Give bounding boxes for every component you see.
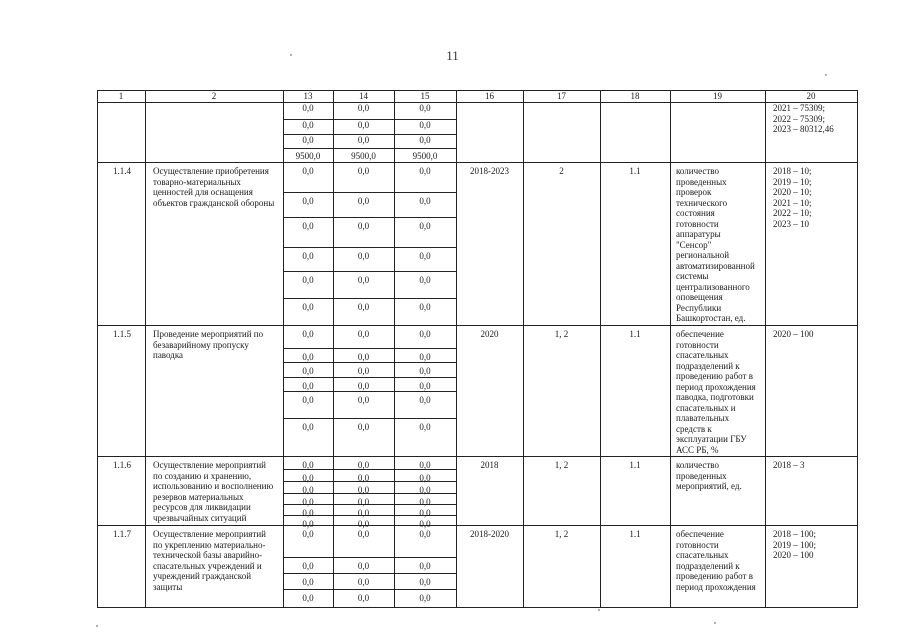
value-cell: 0,0 — [357, 251, 370, 261]
task-number: 1, 2 — [554, 529, 569, 539]
value-cell: 0,0 — [302, 473, 314, 483]
value-cell: 0,0 — [419, 120, 431, 130]
column-header: 14 — [359, 91, 368, 101]
scan-speck — [290, 54, 292, 56]
value-cell: 0,0 — [302, 329, 314, 339]
scan-speck — [96, 625, 98, 627]
column-header: 15 — [420, 91, 430, 101]
value-cell: 0,0 — [357, 593, 370, 603]
value-cell: 0,0 — [302, 395, 314, 405]
indicator-code: 1.1 — [629, 329, 641, 339]
target-values: 2018 – 10; 2019 – 10; 2020 – 10; 2021 – 10; 2022 – 10; 2023 – 10 — [773, 166, 812, 229]
sub-row-rule — [283, 148, 457, 149]
value-cell: 0,0 — [302, 103, 314, 113]
value-cell: 0,0 — [419, 251, 431, 261]
value-cell: 0,0 — [357, 497, 370, 507]
value-cell: 0,0 — [357, 103, 370, 113]
value-cell: 0,0 — [302, 577, 314, 587]
sub-row-rule — [283, 217, 457, 218]
value-cell: 0,0 — [302, 275, 314, 285]
value-cell: 0,0 — [357, 275, 370, 285]
value-cell: 0,0 — [357, 221, 370, 231]
value-cell: 0,0 — [302, 529, 314, 539]
value-cell: 0,0 — [419, 166, 431, 176]
value-cell: 0,0 — [302, 196, 314, 206]
indicator-code: 1.1 — [629, 460, 641, 470]
value-cell: 0,0 — [302, 460, 314, 470]
column-header: 16 — [485, 91, 494, 101]
indicator-code: 1.1 — [629, 166, 641, 176]
sub-row-rule — [283, 247, 457, 248]
item-code: 1.1.6 — [113, 460, 131, 470]
column-rule — [765, 90, 766, 607]
sub-row-rule — [283, 589, 457, 590]
value-cell: 0,0 — [302, 497, 314, 507]
indicator-code: 1.1 — [629, 529, 641, 539]
value-cell: 0,0 — [357, 561, 370, 571]
value-cell: 9500,0 — [351, 151, 376, 161]
value-cell: 0,0 — [302, 221, 314, 231]
value-cell: 0,0 — [357, 529, 370, 539]
value-cell: 0,0 — [419, 103, 431, 113]
value-cell: 0,0 — [419, 135, 431, 145]
value-cell: 0,0 — [357, 366, 370, 376]
indicator-description: количество проведенных проверок технического состояния готовности аппаратуры "Сенсор" региональной автоматизированной системы централизованного оповещения Республики Башкортостан, ед. — [676, 166, 755, 323]
value-cell: 0,0 — [357, 577, 370, 587]
execution-period: 2018-2023 — [470, 166, 509, 176]
item-code: 1.1.4 — [113, 166, 131, 176]
value-cell: 0,0 — [419, 329, 431, 339]
value-cell: 0,0 — [419, 593, 431, 603]
value-cell: 0,0 — [302, 381, 314, 391]
execution-period: 2020 — [480, 329, 499, 339]
value-cell: 0,0 — [419, 366, 431, 376]
column-rule — [857, 90, 858, 607]
indicator-description: обеспечение готовности спасательных подразделений к проведению работ в период прохождения — [676, 529, 756, 592]
row-rule — [97, 325, 858, 326]
sub-row-rule — [283, 391, 457, 392]
value-cell: 0,0 — [419, 460, 431, 470]
value-cell: 0,0 — [302, 120, 314, 130]
column-header: 19 — [713, 91, 722, 101]
header-bottom-rule — [97, 102, 858, 103]
value-cell: 0,0 — [302, 485, 314, 495]
value-cell: 0,0 — [357, 473, 370, 483]
value-cell: 0,0 — [419, 508, 431, 518]
value-cell: 0,0 — [357, 329, 370, 339]
target-values: 2021 – 75309; 2022 – 75309; 2023 – 80312,46 — [773, 103, 834, 134]
target-values: 2018 – 100; 2019 – 100; 2020 – 100 — [773, 529, 817, 560]
value-cell: 0,0 — [302, 302, 314, 312]
value-cell: 0,0 — [302, 519, 314, 529]
sub-row-rule — [283, 298, 457, 299]
task-number: 1, 2 — [554, 329, 569, 339]
value-cell: 0,0 — [419, 473, 431, 483]
item-code: 1.1.5 — [113, 329, 131, 339]
value-cell: 0,0 — [419, 577, 431, 587]
value-cell: 0,0 — [419, 519, 431, 529]
task-number: 2 — [559, 166, 564, 176]
value-cell: 0,0 — [419, 529, 431, 539]
value-cell: 0,0 — [302, 593, 314, 603]
value-cell: 0,0 — [357, 135, 370, 145]
value-cell: 0,0 — [302, 352, 314, 362]
table-bottom-rule — [97, 607, 858, 608]
value-cell: 0,0 — [419, 196, 431, 206]
target-values: 2018 – 3 — [773, 460, 805, 470]
value-cell: 0,0 — [302, 251, 314, 261]
row-rule — [97, 525, 858, 526]
value-cell: 0,0 — [357, 196, 370, 206]
execution-period: 2018 — [480, 460, 499, 470]
value-cell: 0,0 — [357, 422, 370, 432]
item-name: Осуществление мероприятий по созданию и хранению, использованию и восполнению резервов материальных ресурсов для ликвидации чрезвычайных ситуаций — [153, 460, 274, 523]
value-cell: 0,0 — [302, 135, 314, 145]
sub-row-rule — [283, 418, 457, 419]
item-code: 1.1.7 — [113, 529, 131, 539]
column-header: 1 — [118, 91, 124, 101]
value-cell: 0,0 — [419, 221, 431, 231]
sub-row-rule — [283, 557, 457, 558]
item-name: Осуществление приобретения товарно-материальных ценностей для оснащения объектов гражданской обороны — [153, 166, 275, 208]
value-cell: 9500,0 — [412, 151, 438, 161]
row-rule — [97, 456, 858, 457]
value-cell: 0,0 — [357, 460, 370, 470]
sub-row-rule — [283, 192, 457, 193]
value-cell: 0,0 — [419, 497, 431, 507]
column-rule — [97, 90, 98, 607]
value-cell: 0,0 — [302, 508, 314, 518]
value-cell: 0,0 — [419, 485, 431, 495]
sub-row-rule — [283, 362, 457, 363]
value-cell: 0,0 — [357, 395, 370, 405]
column-header: 18 — [630, 91, 640, 101]
column-header: 17 — [557, 91, 566, 101]
task-number: 1, 2 — [554, 460, 569, 470]
value-cell: 0,0 — [302, 166, 314, 176]
value-cell: 0,0 — [357, 519, 370, 529]
scan-speck — [825, 74, 827, 76]
item-name: Осуществление мероприятий по укреплению материально- технической базы аварийно- спасательных учреждений и учреждений гражданской защиты — [153, 529, 266, 592]
scan-speck — [714, 622, 716, 624]
value-cell: 0,0 — [302, 422, 314, 432]
sub-row-rule — [283, 573, 457, 574]
value-cell: 0,0 — [357, 381, 370, 391]
sub-row-rule — [283, 348, 457, 349]
sub-row-rule — [283, 377, 457, 378]
value-cell: 0,0 — [357, 508, 370, 518]
item-name: Проведение мероприятий по безаварийному пропуску паводка — [153, 329, 264, 360]
value-cell: 9500,0 — [295, 151, 321, 161]
execution-period: 2018-2020 — [470, 529, 509, 539]
column-header: 13 — [303, 91, 313, 101]
column-header: 2 — [211, 91, 217, 101]
scan-speck — [598, 609, 600, 611]
value-cell: 0,0 — [357, 302, 370, 312]
value-cell: 0,0 — [357, 166, 370, 176]
target-values: 2020 – 100 — [773, 329, 814, 339]
value-cell: 0,0 — [419, 302, 431, 312]
sub-row-rule — [283, 271, 457, 272]
value-cell: 0,0 — [357, 352, 370, 362]
column-rule — [670, 90, 671, 607]
page-number: 11 — [446, 48, 459, 63]
value-cell: 0,0 — [357, 485, 370, 495]
column-rule — [145, 90, 146, 607]
row-rule — [97, 162, 858, 163]
value-cell: 0,0 — [419, 275, 431, 285]
value-cell: 0,0 — [302, 366, 314, 376]
value-cell: 0,0 — [302, 561, 314, 571]
column-header: 20 — [806, 91, 816, 101]
value-cell: 0,0 — [419, 381, 431, 391]
indicator-description: обеспечение готовности спасательных подразделений к проведению работ в период прохождения паводка, подготовки спасательных и плавательных средств к эксплуатации ГБУ АСС РБ, % — [676, 329, 756, 455]
value-cell: 0,0 — [419, 352, 431, 362]
budget-table — [97, 90, 857, 607]
value-cell: 0,0 — [419, 561, 431, 571]
value-cell: 0,0 — [357, 120, 370, 130]
indicator-description: количество проведенных мероприятий, ед. — [676, 460, 742, 491]
value-cell: 0,0 — [419, 422, 431, 432]
value-cell: 0,0 — [419, 395, 431, 405]
